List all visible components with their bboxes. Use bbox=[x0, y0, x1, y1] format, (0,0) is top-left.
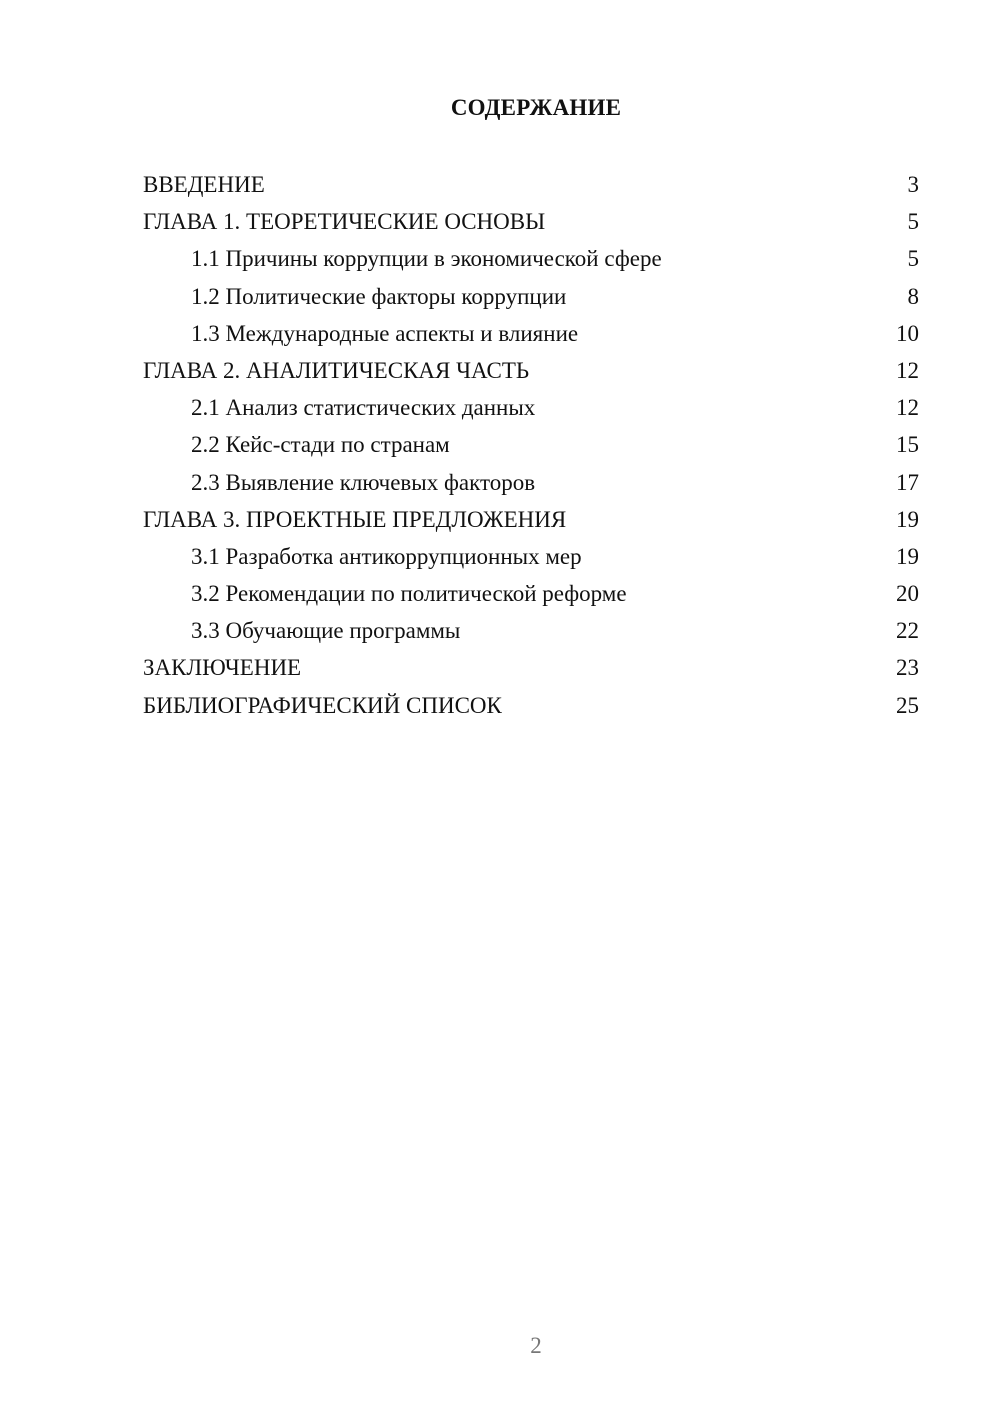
toc-entry-chapter-3 bbox=[143, 501, 919, 538]
toc-entry-section-1-3 bbox=[143, 315, 919, 352]
toc-entry-page: 8 bbox=[907, 283, 919, 309]
toc-entry-label: ГЛАВА 2. АНАЛИТИЧЕСКАЯ ЧАСТЬ bbox=[143, 357, 530, 383]
toc-entry-page: 23 bbox=[896, 655, 919, 681]
toc-entry-section-2-1 bbox=[143, 389, 919, 426]
toc-entry-label: ЗАКЛЮЧЕНИЕ bbox=[143, 655, 302, 681]
toc-entry-label: 3.3 Обучающие программы bbox=[191, 618, 461, 644]
page-number: 2 bbox=[530, 1333, 542, 1358]
toc-entry-section-3-3 bbox=[143, 612, 919, 649]
toc-entry-label: 2.3 Выявление ключевых факторов bbox=[191, 469, 536, 495]
toc-entry-introduction bbox=[143, 166, 919, 203]
toc-entry-label: 2.1 Анализ статистических данных bbox=[191, 395, 536, 421]
toc-entry-section-3-1 bbox=[143, 538, 919, 575]
toc-entry-conclusion bbox=[143, 649, 919, 686]
toc-entry-section-3-2 bbox=[143, 575, 919, 612]
toc-entry-bibliography bbox=[143, 687, 919, 724]
toc-entry-chapter-2 bbox=[143, 352, 919, 389]
toc-entry-page: 19 bbox=[896, 506, 919, 532]
toc-entry-page: 5 bbox=[907, 246, 919, 272]
toc-entry-page: 20 bbox=[896, 581, 919, 607]
toc-entry-section-1-1 bbox=[143, 240, 919, 277]
toc-entry-label: 2.2 Кейс-стади по странам bbox=[191, 432, 450, 458]
toc-entry-page: 19 bbox=[896, 543, 919, 569]
toc-entry-page: 5 bbox=[907, 209, 919, 235]
toc-entry-label: 3.1 Разработка антикоррупционных мер bbox=[191, 543, 582, 569]
toc-entry-label: БИБЛИОГРАФИЧЕСКИЙ СПИСОК bbox=[143, 692, 502, 718]
toc-entry-page: 22 bbox=[896, 618, 919, 644]
toc-entry-label: ГЛАВА 3. ПРОЕКТНЫЕ ПРЕДЛОЖЕНИЯ bbox=[143, 506, 567, 532]
toc-entry-page: 15 bbox=[896, 432, 919, 458]
toc-entry-page: 10 bbox=[896, 320, 919, 346]
toc-entry-section-2-3 bbox=[143, 464, 919, 501]
toc-entry-label: 1.2 Политические факторы коррупции bbox=[191, 283, 567, 309]
toc-entry-page: 17 bbox=[896, 469, 919, 495]
toc-entry-label: ВВЕДЕНИЕ bbox=[143, 172, 265, 197]
page-title: СОДЕРЖАНИЕ bbox=[450, 95, 622, 120]
toc-entry-page: 25 bbox=[896, 692, 919, 718]
table-of-contents bbox=[143, 166, 919, 724]
toc-entry-label: 1.3 Международные аспекты и влияние bbox=[191, 320, 579, 346]
toc-entry-section-2-2 bbox=[143, 426, 919, 463]
toc-entry-page: 12 bbox=[896, 357, 919, 383]
toc-entry-chapter-1 bbox=[143, 203, 919, 240]
toc-entry-page: 3 bbox=[907, 172, 919, 197]
toc-entry-label: 1.1 Причины коррупции в экономической сфере bbox=[191, 246, 662, 272]
toc-entry-section-1-2 bbox=[143, 278, 919, 315]
toc-entry-label: 3.2 Рекомендации по политической реформе bbox=[191, 581, 627, 607]
toc-entry-label: ГЛАВА 1. ТЕОРЕТИЧЕСКИЕ ОСНОВЫ bbox=[143, 209, 546, 235]
toc-entry-page: 12 bbox=[896, 395, 919, 421]
